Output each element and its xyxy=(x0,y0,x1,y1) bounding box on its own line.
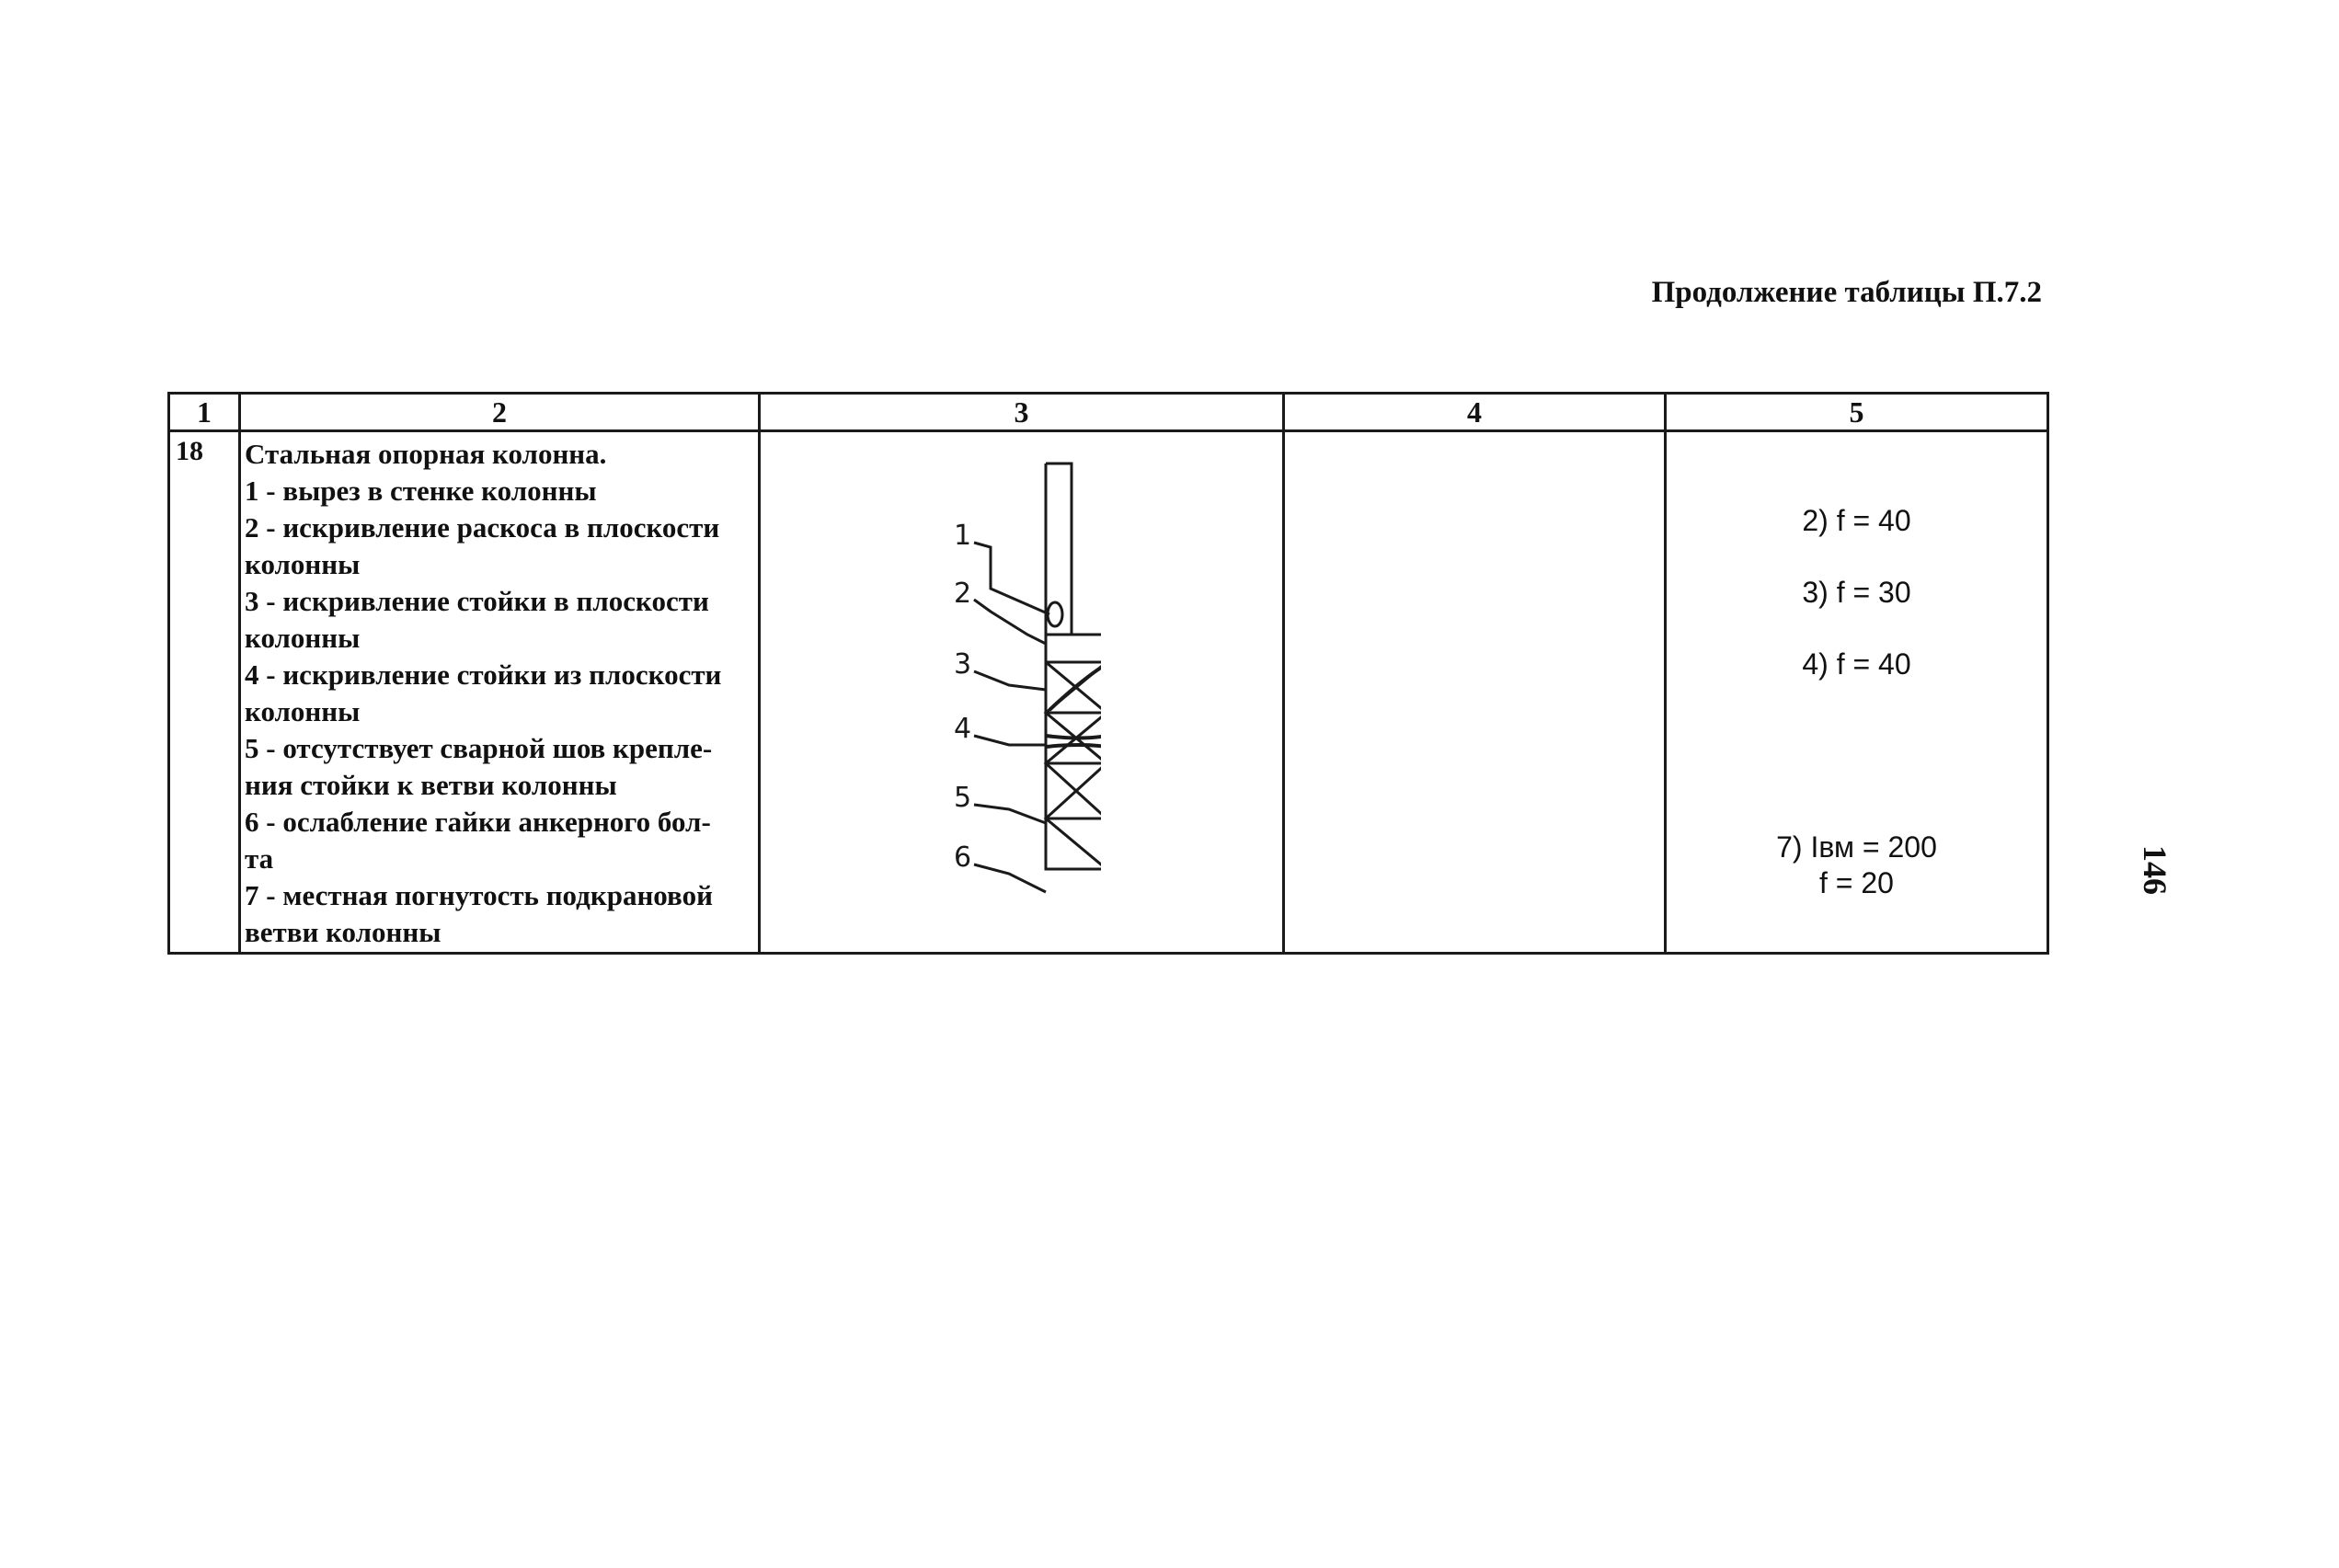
description-line: колонны xyxy=(245,695,361,727)
defects-table xyxy=(167,392,2049,955)
page-number: 146 xyxy=(2137,845,2173,895)
leader-line xyxy=(974,805,1046,823)
drawing-label-2: 2 xyxy=(954,578,972,610)
header-col-1: 1 xyxy=(169,394,240,431)
value-item-3: 3) f = 30 xyxy=(1802,576,1911,609)
header-col-4: 4 xyxy=(1284,394,1666,431)
header-col-2: 2 xyxy=(240,394,760,431)
description-line: та xyxy=(245,842,274,875)
leader-line xyxy=(974,736,1046,745)
drawing-label-1: 1 xyxy=(954,520,972,552)
header-col-3: 3 xyxy=(760,394,1284,431)
value-item-7-line-2: f = 20 xyxy=(1819,866,1894,899)
lattice-diagonal xyxy=(1046,662,1101,869)
bent-post xyxy=(1046,745,1101,747)
drawing-label-6: 6 xyxy=(954,841,972,874)
table-row xyxy=(169,431,2048,954)
value-item-7-line-1: 7) Iвм = 200 xyxy=(1776,830,1937,864)
value-item-2: 2) f = 40 xyxy=(1802,504,1911,537)
drawing-label-4: 4 xyxy=(954,713,972,745)
description-line: 2 - искривление раскоса в плоскости xyxy=(245,511,720,544)
leader-line xyxy=(974,864,1046,892)
defect-description xyxy=(241,432,758,951)
description-line: 7 - местная погнутость подкрановой xyxy=(245,879,713,911)
empty-cell-col-4 xyxy=(1284,431,1666,954)
leader-line xyxy=(974,600,1046,644)
table-caption: Продолжение таблицы П.7.2 xyxy=(1651,276,2042,309)
leader-line xyxy=(974,671,1046,690)
description-title: Стальная опорная колонна. xyxy=(245,438,607,470)
row-number-cell xyxy=(169,431,240,954)
header-col-5: 5 xyxy=(1666,394,2048,431)
drawing-label-5: 5 xyxy=(954,782,972,814)
description-line: ветви колонны xyxy=(245,916,441,948)
description-line: 3 - искривление стойки в плоскости xyxy=(245,585,709,617)
value-item-4: 4) f = 40 xyxy=(1802,647,1911,681)
row-number: 18 xyxy=(176,436,203,466)
leader-line xyxy=(974,543,1049,614)
column-drawing xyxy=(954,460,1101,901)
cutout-ellipse xyxy=(1048,602,1062,626)
values-cell xyxy=(1666,431,2048,954)
description-line: колонны xyxy=(245,548,361,580)
description-line: 4 - искривление стойки из плоскости xyxy=(245,658,722,691)
description-line: 6 - ослабление гайки анкерного бол- xyxy=(245,806,711,838)
description-line: колонны xyxy=(245,622,361,654)
values-block xyxy=(1667,432,2047,952)
description-cell xyxy=(240,431,760,954)
table-header-row xyxy=(169,394,2048,431)
drawing-label-3: 3 xyxy=(954,648,972,681)
description-line: 1 - вырез в стенке колонны xyxy=(245,475,597,507)
description-line: 5 - отсутствует сварной шов крепле- xyxy=(245,732,713,764)
description-line: ния стойки к ветви колонны xyxy=(245,769,617,801)
drawing-cell xyxy=(760,431,1284,954)
